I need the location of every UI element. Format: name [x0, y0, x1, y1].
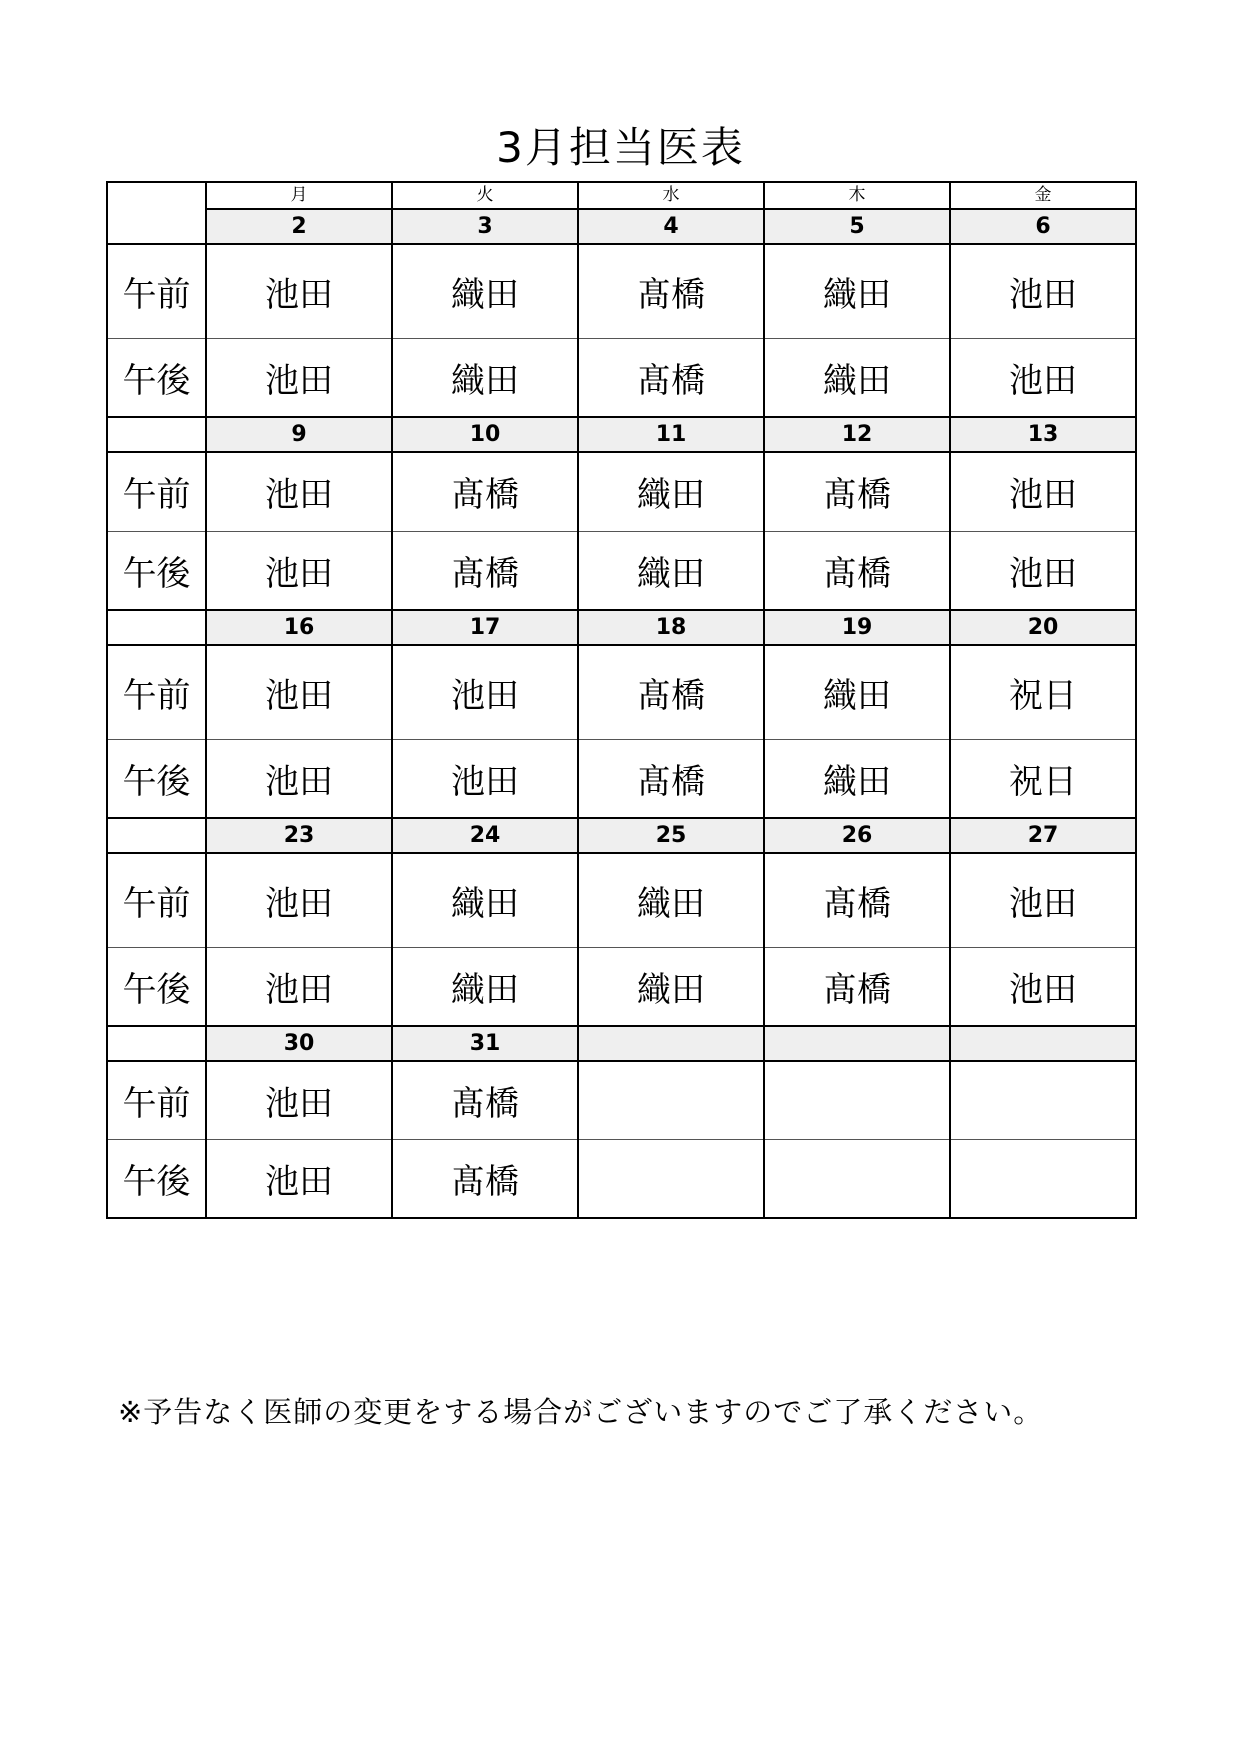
date-cell: 27 [950, 818, 1136, 853]
doctor-cell: 池田 [206, 739, 392, 818]
schedule-table [106, 181, 1137, 1219]
doctor-cell: 池田 [206, 244, 392, 338]
date-cell: 16 [206, 610, 392, 645]
date-row-label-cell [107, 1026, 206, 1061]
doctor-cell: 織田 [578, 452, 764, 531]
doctor-cell: 池田 [392, 739, 578, 818]
date-cell: 25 [578, 818, 764, 853]
doctor-cell: 織田 [392, 244, 578, 338]
doctor-cell: 織田 [578, 853, 764, 947]
afternoon-row [107, 531, 1136, 610]
doctor-cell: 髙橋 [764, 452, 950, 531]
date-cell: 11 [578, 417, 764, 452]
doctor-cell: 髙橋 [764, 531, 950, 610]
doctor-cell: 池田 [206, 947, 392, 1026]
date-cell: 26 [764, 818, 950, 853]
date-cell: 3 [392, 209, 578, 244]
morning-label: 午前 [107, 244, 206, 338]
morning-row [107, 853, 1136, 947]
doctor-cell: 髙橋 [392, 1139, 578, 1218]
doctor-cell [578, 1139, 764, 1218]
weekday-cell: 木 [764, 182, 950, 209]
date-cell: 6 [950, 209, 1136, 244]
doctor-cell: 髙橋 [578, 338, 764, 417]
date-cell: 23 [206, 818, 392, 853]
date-cell: 30 [206, 1026, 392, 1061]
weekday-header-row [107, 182, 1136, 209]
doctor-cell: 池田 [206, 853, 392, 947]
doctor-cell: 織田 [392, 947, 578, 1026]
morning-row [107, 452, 1136, 531]
date-cell: 10 [392, 417, 578, 452]
morning-label: 午前 [107, 645, 206, 739]
corner-cell [107, 182, 206, 244]
date-row [107, 1026, 1136, 1061]
morning-label: 午前 [107, 452, 206, 531]
afternoon-label: 午後 [107, 531, 206, 610]
morning-row [107, 1061, 1136, 1139]
date-cell: 19 [764, 610, 950, 645]
date-cell: 17 [392, 610, 578, 645]
date-cell: 12 [764, 417, 950, 452]
doctor-cell: 織田 [764, 338, 950, 417]
doctor-cell: 池田 [950, 452, 1136, 531]
doctor-cell: 織田 [764, 645, 950, 739]
doctor-cell: 織田 [764, 244, 950, 338]
afternoon-row [107, 338, 1136, 417]
date-cell: 9 [206, 417, 392, 452]
afternoon-row [107, 1139, 1136, 1218]
date-row [107, 417, 1136, 452]
date-cell: 31 [392, 1026, 578, 1061]
date-row [107, 209, 1136, 244]
doctor-cell: 織田 [764, 739, 950, 818]
doctor-cell: 織田 [578, 947, 764, 1026]
doctor-cell: 池田 [206, 452, 392, 531]
doctor-cell: 髙橋 [578, 739, 764, 818]
doctor-cell: 池田 [950, 338, 1136, 417]
date-cell: 18 [578, 610, 764, 645]
doctor-cell: 池田 [206, 531, 392, 610]
doctor-cell [578, 1061, 764, 1139]
date-cell: 24 [392, 818, 578, 853]
page-title: 3月担当医表 [496, 123, 745, 172]
doctor-cell: 織田 [578, 531, 764, 610]
date-cell [950, 1026, 1136, 1061]
doctor-cell: 池田 [950, 947, 1136, 1026]
afternoon-label: 午後 [107, 1139, 206, 1218]
doctor-cell: 髙橋 [392, 1061, 578, 1139]
weekday-cell: 月 [206, 182, 392, 209]
doctor-cell: 織田 [392, 853, 578, 947]
afternoon-label: 午後 [107, 947, 206, 1026]
date-cell [764, 1026, 950, 1061]
date-cell: 2 [206, 209, 392, 244]
doctor-cell: 池田 [392, 645, 578, 739]
afternoon-row [107, 739, 1136, 818]
date-row [107, 818, 1136, 853]
doctor-cell [950, 1139, 1136, 1218]
date-row-label-cell [107, 818, 206, 853]
notice-text: ※予告なく医師の変更をする場合がございますのでご了承ください。 [118, 1395, 1044, 1429]
doctor-cell: 池田 [950, 531, 1136, 610]
weekday-cell: 火 [392, 182, 578, 209]
weekday-cell: 金 [950, 182, 1136, 209]
doctor-cell: 髙橋 [392, 452, 578, 531]
doctor-cell: 織田 [392, 338, 578, 417]
morning-row [107, 244, 1136, 338]
date-cell: 20 [950, 610, 1136, 645]
date-cell: 4 [578, 209, 764, 244]
doctor-cell: 祝日 [950, 645, 1136, 739]
morning-label: 午前 [107, 853, 206, 947]
doctor-cell: 池田 [950, 244, 1136, 338]
weekday-cell: 水 [578, 182, 764, 209]
date-row [107, 610, 1136, 645]
date-row-label-cell [107, 417, 206, 452]
afternoon-label: 午後 [107, 739, 206, 818]
doctor-cell: 池田 [206, 1139, 392, 1218]
date-row-label-cell [107, 610, 206, 645]
doctor-cell [950, 1061, 1136, 1139]
doctor-cell: 祝日 [950, 739, 1136, 818]
date-cell [578, 1026, 764, 1061]
afternoon-label: 午後 [107, 338, 206, 417]
doctor-cell: 髙橋 [392, 531, 578, 610]
morning-label: 午前 [107, 1061, 206, 1139]
morning-row [107, 645, 1136, 739]
date-cell: 5 [764, 209, 950, 244]
doctor-cell: 髙橋 [578, 645, 764, 739]
doctor-cell [764, 1061, 950, 1139]
doctor-cell [764, 1139, 950, 1218]
afternoon-row [107, 947, 1136, 1026]
doctor-cell: 池田 [206, 645, 392, 739]
doctor-cell: 髙橋 [578, 244, 764, 338]
doctor-cell: 髙橋 [764, 947, 950, 1026]
doctor-cell: 髙橋 [764, 853, 950, 947]
doctor-cell: 池田 [950, 853, 1136, 947]
date-cell: 13 [950, 417, 1136, 452]
doctor-cell: 池田 [206, 338, 392, 417]
doctor-cell: 池田 [206, 1061, 392, 1139]
